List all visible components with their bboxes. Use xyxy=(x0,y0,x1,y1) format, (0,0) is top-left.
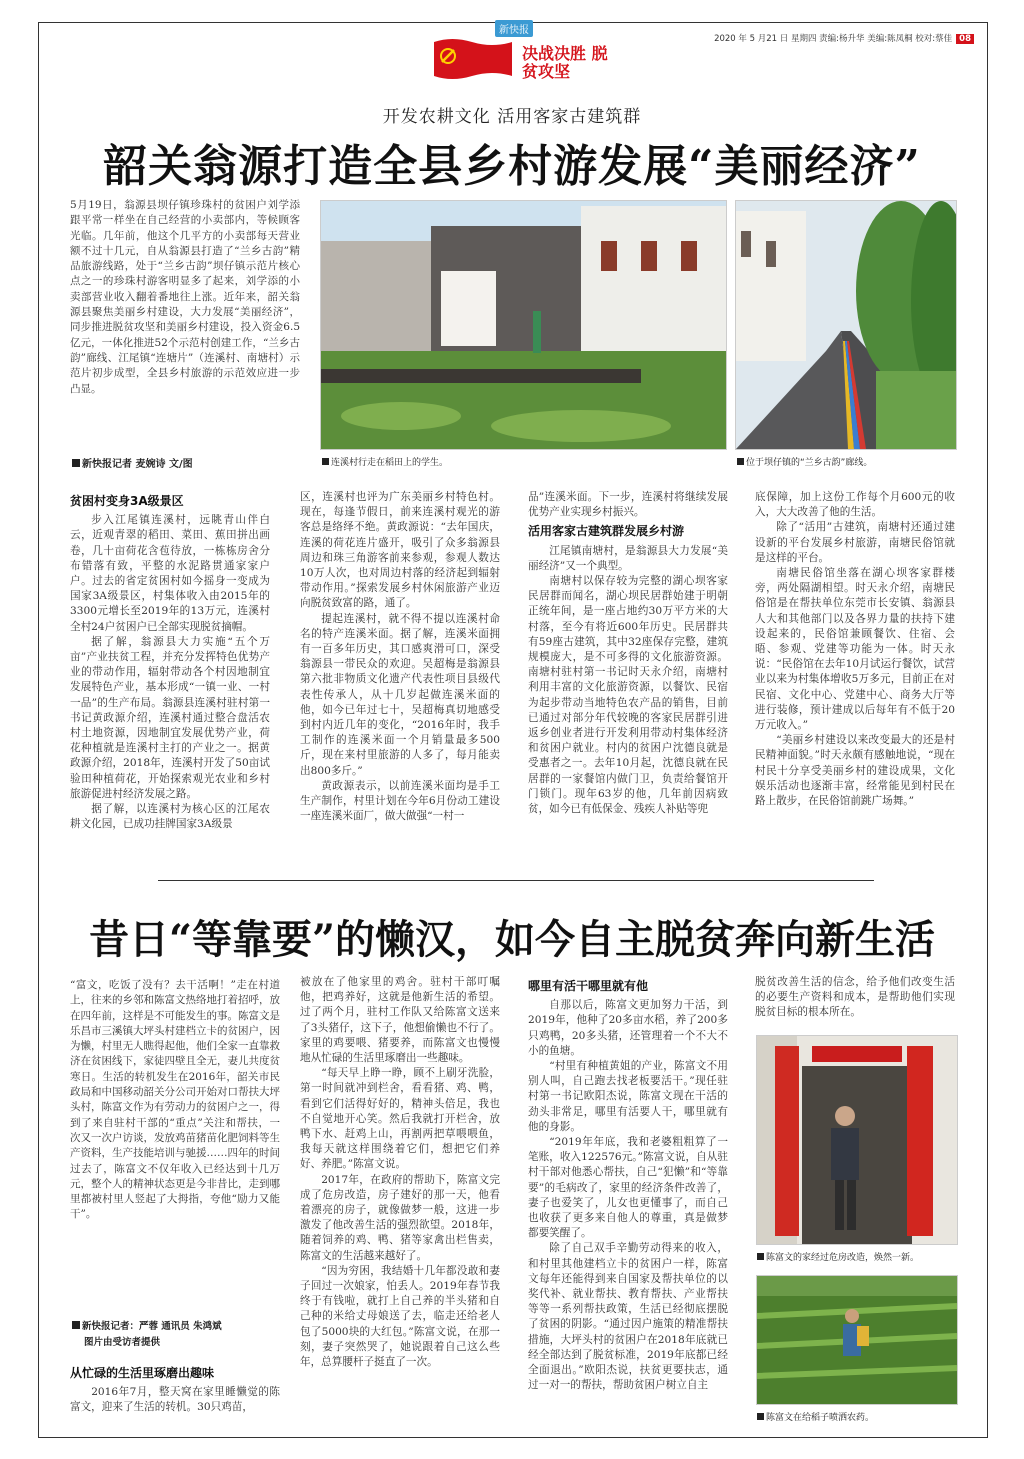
story1-headline: 韶关翁源打造全县乡村游发展“美丽经济” xyxy=(103,141,921,192)
photo4-caption xyxy=(757,1410,874,1423)
story1-column-3 xyxy=(528,490,728,865)
story1-subheading: 开发农耕文化 活用客家古建筑群 xyxy=(382,107,642,127)
page-number: 08 xyxy=(956,34,974,44)
story2-column-3 xyxy=(528,975,728,1425)
story2-col4-p1: 脱贫改善生活的信念，给予他们改变生活的必要生产资料和成本，是帮助他们实现脱贫目标的根本所在。 xyxy=(755,976,955,1019)
story1-col1-p3: 据了解，以连溪村为核心区的江尾农耕文化园，已成功挂牌国家3A级景 xyxy=(70,803,270,831)
story1-col4-p1: 底保障，加上这份工作每个月600元的收入，大大改善了他的生活。 xyxy=(755,491,955,519)
masthead xyxy=(0,0,1024,95)
issue-meta xyxy=(714,32,974,44)
photo2-caption-text: 位于坝仔镇的“兰乡古韵”廊线。 xyxy=(746,458,873,468)
story1-column-1 xyxy=(70,490,270,865)
story1-col4-p2: 除了“活用”古建筑，南塘村还通过建设新的平台发展乡村旅游，南塘民俗馆就是这样的平台。 xyxy=(755,521,955,564)
story2-col3-heading: 哪里有活干哪里就有他 xyxy=(528,979,649,993)
story1-col3-p2: 江尾镇南塘村，是翁源县大力发展“美丽经济”又一个典型。 xyxy=(528,544,728,572)
story2-column-4 xyxy=(755,975,955,1030)
story1-col1-p2: 据了解，翁源县大力实施“五个万亩”产业扶贫工程，并充分发挥特色优势产业的带动作用，辐射带动各个村因地制宜发展特色产业，基本形成“一镇一业、一村一品”的生产布局。翁源县连溪村驻村第一书记黄政源介绍，连溪村通过整合盘活农村土地资源，因地制宜发展优势产业，荷花种植就是连溪村主打的产业之一。据黄政源介绍，2018年，连溪村开发了50亩试验田种植荷花，开始探索观光农业和乡村旅游促进村经济发展之路。 xyxy=(70,635,270,800)
story1-col2-p3: 黄政源表示，以前连溪米面均是手工生产制作，村里计划在今年6月份动工建设一座连溪米面厂，做大做强“一村一 xyxy=(300,779,500,823)
story2-photo-credit: 图片由受访者提供 xyxy=(84,1337,161,1348)
story1-col4-p4: “美丽乡村建设以来改变最大的还是村民精神面貌。”时天永颇有感触地说，“现在村民十分享受美丽乡村的建设成果，文化娱乐活动也逐渐丰富，经常能见到村民在路上散步，在民俗馆前跳广场舞。” xyxy=(755,734,955,808)
photo4-caption-text: 陈富文在给稻子喷洒农药。 xyxy=(766,1413,875,1423)
story2-col2-p2: “每天早上睁一睁，顾不上刷牙洗脸，第一时间就冲到栏舍，看看猪、鸡、鸭，看到它们活得好好的，精神头倍足，我也不自觉地开心笑。然后我就打开栏舍，放鸭下水、赶鸡上山，再割两把草喂喂鱼，我每天就这样围绕着它们，想把它们养好、养肥。”陈富文说。 xyxy=(300,1067,500,1171)
story2-headline: 昔日“等靠要”的懒汉，如今自主脱贫奔向新生活 xyxy=(88,916,935,963)
photo-village-rice-field xyxy=(320,200,727,450)
story2-col3-p1: 自那以后，陈富文更加努力干活，到2019年，他种了20多亩水稻，养了200多只鸡鸭，20多头猪，还管理着一个不大不小的鱼塘。 xyxy=(528,999,728,1057)
story2-col1-heading: 从忙碌的生活里琢磨出趣味 xyxy=(70,1366,215,1380)
story1-col1-heading: 贫困村变身3A级景区 xyxy=(70,494,184,508)
story1-col3-p1: 品”连溪米面。下一步，连溪村将继续发展优势产业实现乡村振兴。 xyxy=(528,491,728,519)
photo-spraying-rice xyxy=(756,1275,958,1405)
section-divider xyxy=(158,880,874,881)
story1-col1-p1: 步入江尾镇连溪村，远眺青山伴白云，近观青翠的稻田、菜田、蕉田拼出画卷，几十亩荷花含苞待放，一栋栋房舍分布错落有致，平整的水泥路贯通家家户户。过去的省定贫困村如今摇身一变成为国家3A级景区，村集体收入由2015年的3300元增长至2019年的13万元，连溪村全村24户贫困户已全部实现脱贫摘帽。 xyxy=(70,514,270,633)
story2-col2-p3: 2017年，在政府的帮助下，陈富文完成了危房改造，房子建好的那一天，他看着漂亮的房子，就像做梦一般，这进一步激发了他改善生活的强烈欲望。2018年，随着饲养的鸡、鸭、猪等家禽出栏售卖，陈富文的生活越来越好了。 xyxy=(300,1173,500,1262)
story2-lead: “富文，吃饭了没有？去干活啊！”走在村道上，往来的乡邻和陈富文热络地打着招呼，放在四年前，这样是不可能发生的事。陈富文是乐昌市三溪镇大坪头村建档立卡的贫困户，因为懒，村里无人瞧得起他，他们全家一直靠救济在贫困线下，家徒四壁且全无，妻儿共度贫寒日。生活的转机发生在2016年，韶关市民政局和中国移动韶关分公司开始对口帮扶大坪头村，陈富文作为有劳动力的贫困户之一，得到了来自驻村干部的“重点”关注和帮扶，一次又一次户访谈，发放鸡苗猪苗化肥饲料等生产资料，生产技能培训与驰援……四年的时间过去了，陈富文不仅年收入已经达到十几万元，整个人的精神状态更是今非昔比，走到哪里都被村里人竖起了大拇指，夸他“励力又能干”。 xyxy=(70,979,280,1221)
section-title: 决战决胜 脱贫攻坚 xyxy=(522,44,608,81)
story2-column-1 xyxy=(70,1362,280,1422)
photo-road-landscape xyxy=(735,200,957,450)
story2-col3-p3: “2019年年底，我和老婆粗粗算了一笔账，收入122576元。”陈富文说，自从驻村干部对他悉心帮扶，自己“犯懒”和“等靠要”的毛病改了，家里的经济条件改善了，妻子也爱笑了，儿女也更懂事了，而自己也收获了更多来自他人的尊重，真是做梦都要笑醒了。 xyxy=(528,1136,728,1240)
section-tag: 新快报 xyxy=(495,20,533,37)
issue-meta-text: 2020 年 5 月21 日 星期四 责编:杨升华 美编:陈凤桐 校对:蔡佳 xyxy=(714,34,953,44)
photo3-caption-text: 陈富文的家经过危房改造，焕然一新。 xyxy=(766,1253,920,1263)
photo2-caption xyxy=(737,455,872,468)
story2-col1-p1: 2016年7月，整天窝在家里睡懒觉的陈富文，迎来了生活的转机。30只鸡苗， xyxy=(70,1386,280,1414)
story1-col2-p2: 提起连溪村，就不得不提以连溪村命名的特产连溪米面。据了解，连溪米面拥有一百多年历史，其口感爽滑可口，深受翁源县一带民众的欢迎。吴超梅是翁源县第六批非物质文化遗产代表性项目县级代表性传承人，从十几岁起做连溪米面的他，如今已年过七十，吴超梅真切地感受到村内近几年的变化，“2016年时，我手工制作的连溪米面一个月销量最多500斤，现在来村里旅游的人多了，每月能卖出800多斤。” xyxy=(300,612,500,777)
story2-col3-p4: 除了自己双手辛勤劳动得来的收入，和村里其他建档立卡的贫困户一样，陈富文每年还能得到来自国家及帮扶单位的以奖代补、就业帮扶、教育帮扶、产业帮扶等等一系列帮扶政策，生活已经彻底摆脱了贫困的阴影。“通过因户施策的精准帮扶措施，大坪头村的贫困户在2018年底就已经全部达到了脱贫标准，2019年底都已经全面退出。”欧阳杰说，扶贫更要扶志，通过一对一的帮扶，帮助贫困户树立自主 xyxy=(528,1242,728,1392)
story1-column-4 xyxy=(755,490,955,865)
photo-renovated-house xyxy=(756,1035,958,1245)
story1-byline-text: 新快报记者 麦婉诗 文/图 xyxy=(82,459,193,470)
story2-column-2 xyxy=(300,975,500,1425)
story1-byline xyxy=(72,455,193,470)
party-flag-icon xyxy=(432,36,514,86)
story1-column-2 xyxy=(300,490,500,865)
story1-col3-p3: 南塘村以保存较为完整的湖心坝客家民居群而闻名，湖心坝民居群始建于明朝正统年间，是一座占地约30万平方米的大村落，至今有将近600年历史。民居群共有59座古建筑，其中32座保存完整，建筑规模庞大，是不可多得的文化旅游资源。南塘村驻村第一书记时天永介绍，南塘村利用丰富的文化旅游资源，以餐饮、民宿为起步带动当地特色农产品的销售，目前已通过对部分年代较晚的客家民居群引进返乡创业者进行开发利用带动村集体经济和贫困户就业。村内的贫困户沈德良就是受惠者之一。去年10月起，沈德良就在民居群的一家餐馆内做门卫，负责给餐馆开门锁门。现年63岁的他，几年前因病致贫，如今已有低保金、残疾人补贴等兜 xyxy=(528,575,728,816)
photo3-caption xyxy=(757,1250,919,1263)
story2-byline xyxy=(72,1318,222,1332)
story1-lead: 5月19日，翁源县坝仔镇珍珠村的贫困户刘学添跟平常一样坐在自己经营的小卖部内，等候顾客光临。几年前，他这个几平方的小卖部每天营业额不过十几元，自从翁源县打造了“兰乡古韵”精品旅游线路，处于“兰乡古韵”坝仔镇示范片核心点之一的珍珠村游客明显多了起来，刘学添的小卖部营业收入翻着番地往上涨。近年来，韶关翁源县聚焦美丽乡村建设，大力发展“美丽经济”，同步推进脱贫攻坚和美丽乡村建设，投入资金6.5亿元，一体化推进52个示范村创建工作，“兰乡古韵”廊线、江尾镇“连塘片”（连溪村、南塘村）示范片初步成型，全县乡村旅游的示范效应进一步凸显。 xyxy=(70,199,300,395)
photo1-caption xyxy=(322,455,448,468)
story2-col3-p2: “村里有种植黄姐的产业，陈富文不用别人叫，自己跑去找老板要活干。”现任驻村第一书记欧阳杰说，陈富文现在干活的劲头非常足，哪里有活要人干，哪里就有他的身影。 xyxy=(528,1060,728,1133)
photo1-caption-text: 连溪村行走在稻田上的学生。 xyxy=(331,458,449,468)
story2-col2-p4: “因为穷困，我结婚十几年都没敢和妻子回过一次娘家，怕丢人。2019年春节我终于有钱啦，就打上自己养的半头猪和自己种的米给丈母娘送了去，临走还给老人包了5000块的大红包。”陈富文说，在那一刻，妻子突然哭了，她说跟着自己这么些年，总算腰杆子挺直了一次。 xyxy=(300,1264,500,1369)
story1-col2-p1: 区，连溪村也评为广东美丽乡村特色村。现在，每逢节假日，前来连溪村观光的游客总是络绎不绝。黄政源说：“去年国庆，连溪的荷花连片盛开，吸引了众多翁源县周边和珠三角游客前来参观，参观人数达10万人次，也对周边村落的经济起到辐射带动作用。”探索发展乡村休闲旅游产业迈向脱贫致富的路，通了。 xyxy=(300,491,500,610)
story2-col2-p1: 被放在了他家里的鸡舍。驻村干部叮嘱他，把鸡养好，这就是他新生活的希望。过了两个月，驻村工作队又给陈富文送来了3头猪仔，这下子，他想偷懒也不行了。家里的鸡要喂、猪要养，而陈富文也慢慢地从忙碌的生活里琢磨出一些趣味。 xyxy=(300,976,500,1065)
story1-col3-heading: 活用客家古建筑群发展乡村游 xyxy=(528,524,685,539)
story2-byline-text: 新快报记者：严蓉 通讯员 朱鸿斌 xyxy=(82,1321,222,1332)
story1-col4-p3: 南塘民俗馆坐落在湖心坝客家群楼旁，两处隔湖相望。时天永介绍，南塘民俗馆是在帮扶单位东莞市长安镇、翁源县人大和其他部门以及各界力量的扶持下建设起来的，民俗馆兼顾餐饮、住宿、会晤、参观、党建等功能为一体。时天永说：“民俗馆在去年10月试运行餐饮，试营业以来为村集体增收5万多元，目前正在对民宿、文化中心、党建中心、商务大厅等进行装修，预计建成以后每年有不低于20万元收入。” xyxy=(755,567,955,732)
